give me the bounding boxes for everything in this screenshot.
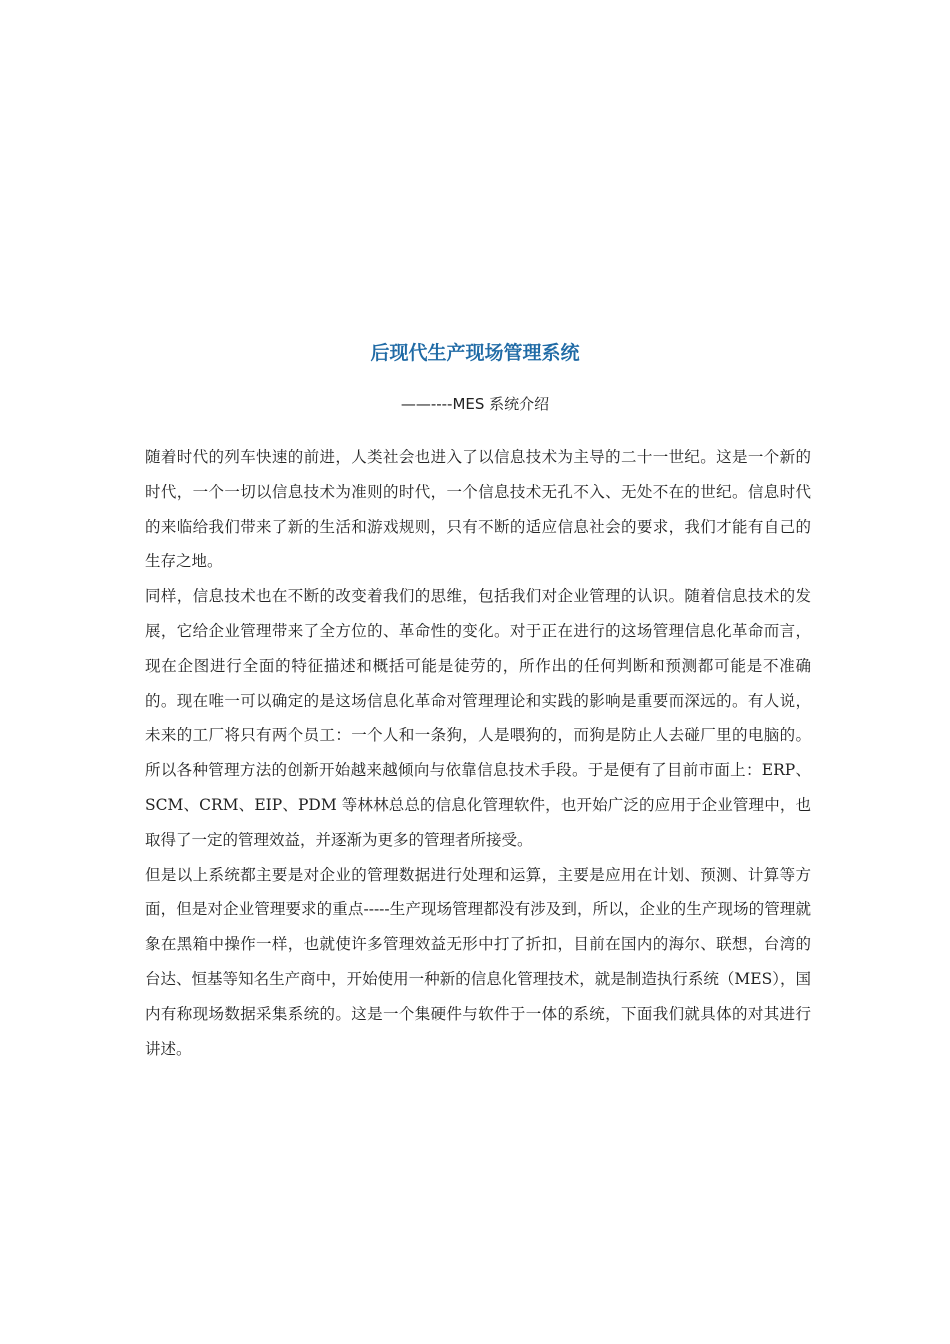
paragraph: 同样，信息技术也在不断的改变着我们的思维，包括我们对企业管理的认识。随着信息技术的发展，它给企业管理带来了全方位的、革命性的变化。对于正在进行的这场管理信息化革命而言，现在企图进行全面的特征描述和概括可能是徒劳的，所作出的任何判断和预测都可能是不准确的。现在唯一可以确定的是这场信息化革命对管理理论和实践的影响是重要而深远的。有人说，未来的工厂将只有两个员工：一个人和一条狗，人是喂狗的，而狗是防止人去碰厂里的电脑的。所以各种管理方法的创新开始越来越倾向与依靠信息技术手段。于是便有了目前市面上：ERP、SCM、CRM、EIP、PDM 等林林总总的信息化管理软件，也开始广泛的应用于企业管理中，也取得了一定的管理效益，并逐渐为更多的管理者所接受。 [145, 587, 811, 849]
document-body [145, 440, 811, 1066]
paragraph: 随着时代的列车快速的前进，人类社会也进入了以信息技术为主导的二十一世纪。这是一个新的时代，一个一切以信息技术为准则的时代，一个信息技术无孔不入、无处不在的世纪。信息时代的来临给我们带来了新的生活和游戏规则，只有不断的适应信息社会的要求，我们才能有自己的生存之地。 [145, 448, 811, 571]
document-subtitle: ——----MES 系统介绍 [400, 395, 550, 413]
paragraph: 但是以上系统都主要是对企业的管理数据进行处理和运算，主要是应用在计划、预测、计算等方面，但是对企业管理要求的重点-----生产现场管理都没有涉及到，所以，企业的生产现场的管理就象在黑箱中操作一样，也就使许多管理效益无形中打了折扣，目前在国内的海尔、联想，台湾的台达、恒基等知名生产商中，开始使用一种新的信息化管理技术，就是制造执行系统（MES），国内有称现场数据采集系统的。这是一个集硬件与软件于一体的系统，下面我们就具体的对其进行讲述。 [145, 865, 811, 1058]
document-title: 后现代生产现场管理系统 [370, 342, 580, 364]
